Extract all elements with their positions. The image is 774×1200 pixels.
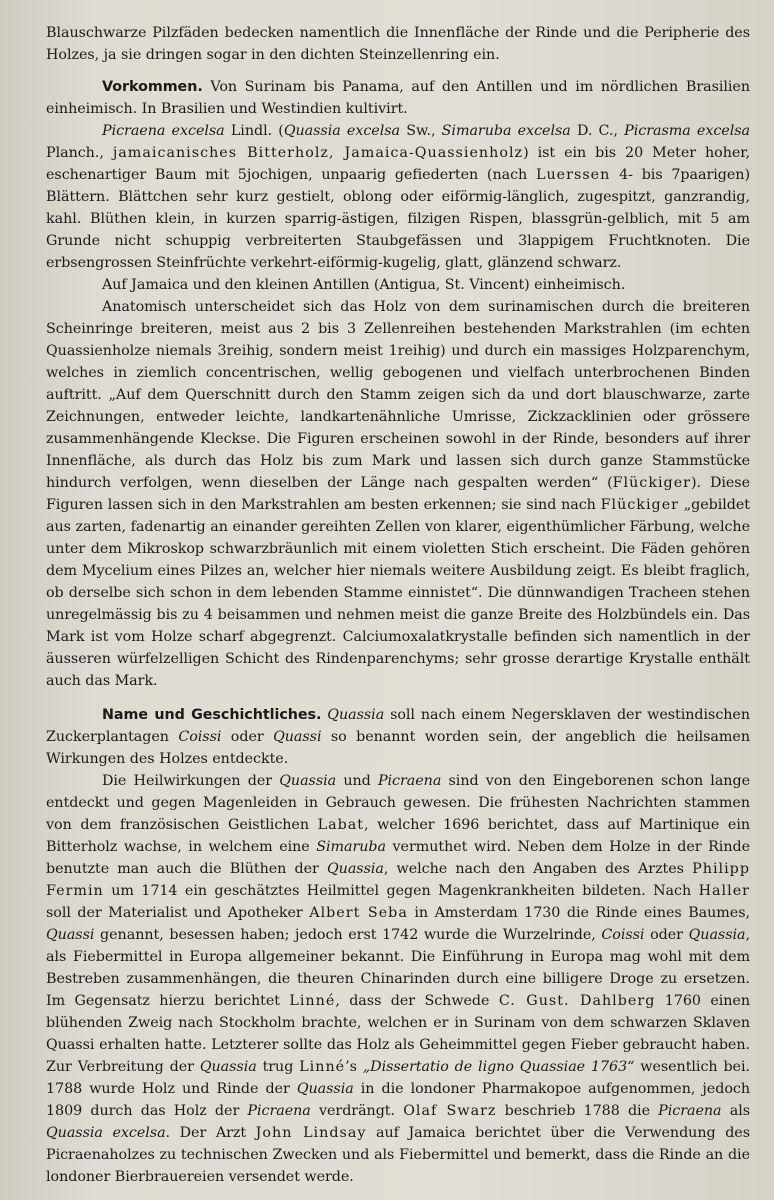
text-run: sind von den Eingeborenen schon lange entdeckt und gegen Magenleiden in Gebrauch gewesen. Die frühesten Nachrichten stammen von dem französischen Geistlichen	[46, 773, 750, 833]
text-run: Blauschwarze Pilzfäden bedecken namentlich die Innenfläche der Rinde und die Peripherie des Holzes, ja sie dringen sogar in den dichten Steinzellenring ein.	[46, 25, 750, 63]
text-run: ’s	[345, 1059, 363, 1075]
paragraph-healing-history	[46, 770, 750, 1188]
italic-term: Quassia excelsa	[283, 123, 401, 139]
text-run: ). Diese Figuren lassen sich in den Markstrahlen am besten erkennen; sie sind nach	[46, 475, 751, 513]
spaced-name: Linné	[299, 1059, 346, 1075]
spaced-name: John Lindsay	[255, 1125, 367, 1141]
spaced-name: Flückiger	[600, 497, 679, 513]
text-run: Auf Jamaica und den kleinen Antillen (Antigua, St. Vincent) einheimisch.	[102, 277, 626, 293]
paragraph-picraena-description	[46, 120, 750, 274]
spaced-name: Luerssen	[535, 167, 611, 183]
italic-term: Picraena	[658, 1103, 722, 1119]
spaced-name: Albert Seba	[309, 905, 408, 921]
text-run: Planch.,	[46, 145, 113, 161]
italic-term: Quassi	[273, 729, 322, 745]
italic-term: Quassia	[327, 861, 384, 877]
paragraph-jamaica-distribution	[46, 274, 750, 296]
italic-term: Picraena	[377, 773, 442, 789]
spaced-name: Flückiger	[612, 475, 691, 491]
paragraph-vorkommen	[46, 76, 750, 120]
text-run: , als Fiebermittel in Europa allgemeiner bekannt. Die Einführung in Europa mag wohl mit dem Bestreben zusammenhängen, die theuren Chinarinden durch eine billigere Droge zu ersetzen. Im Gegensatz hierzu berichtet	[46, 927, 750, 1009]
text-run: Anatomisch unterscheidet sich das Holz von dem surinamischen durch die breiteren Scheinringe breiteren, meist aus 2 bis 3 Zellenreihen bestehenden Markstrahlen (im echten Quassienholze niemals 3reihig, sondern meist 1reihig) und durch ein massiges Holzparenchym, welches in ziemlich concentrischen, wellig gebogenen und vielfach unterbrochenen Binden auftritt. „Auf dem Querschnitt durch den Stamm zeigen sich da und dort blauschwarze, zarte Zeichnungen, entweder leichte, landkartenähnliche Umrisse, Zickzacklinien oder grössere zusammenhängende Kleckse. Die Figuren erscheinen sowohl in der Rinde, besonders auf ihrer Innenfläche, als durch das Holz bis zum Mark und lassen sich durch ganze Stammstücke hindurch verfolgen, wenn dieselben der Länge nach gespalten werden“ (	[46, 299, 750, 491]
text-run: 4- bis 7paarigen) Blättern. Blättchen sehr kurz gestielt, oblong oder eiförmig-länglich, zugespitzt, ganzrandig, kahl. Blüthen klein, in kurzen sparrig-ästigen, filzigen Rispen, blassgrün-gelblich, mit 5 am Grunde nicht schuppig verbreiterten Staubgefässen und 3lappigem Fruchtknoten. Die erbsengrossen Steinfrüchte verkehrt-eiförmig-kugelig, glatt, glänzend schwarz.	[46, 167, 750, 271]
italic-term: Coissi	[601, 927, 645, 943]
italic-term: Quassi	[46, 927, 95, 943]
italic-term: Quassia	[296, 1081, 354, 1097]
spaced-name: Haller	[698, 883, 750, 899]
section-heading: Vorkommen.	[102, 79, 203, 95]
text-run: „gebildet aus zarten, fadenartig an einander gereihten Zellen von klarer, eigenthümlicher Färbung, welche unter dem Mikroskop schwarzbräunlich mit einem violetten Stich erscheint. Die Fäden gehören dem Mycelium eines Pilzes an, welcher hier niemals weitere Ausbildung zeigt. Es bleibt fraglich, ob derselbe sich schon in dem lebenden Stamme einnistet“. Die dünnwandigen Tracheen stehen unregelmässig bis zu 4 beisammen und nehmen meist die ganze Breite des Holzbündels ein. Das Mark ist vom Holze scharf abgegrenzt. Calciumoxalatkrystalle befinden sich namentlich in der äusseren würfelzelligen Schicht des Rindenparenchyms; sehr grosse derartige Krystalle enthält auch das Mark.	[46, 497, 750, 689]
text-run: als	[721, 1103, 751, 1119]
text-run: , welche nach den Angaben des Arztes	[383, 861, 693, 877]
italic-term: Quassia	[279, 773, 337, 789]
text-run: soll der Materialist und Apotheker	[46, 905, 310, 921]
text-run: um 1714 ein geschätztes Heilmittel gegen Magenkrankheiten bildeten. Nach	[103, 883, 699, 899]
text-run: 1760 einen blühenden Zweig nach Stockholm brachte, welchen er in Surinam von dem schwarzen Sklaven Quassi erhalten hatte. Letzterer sollte das Holz als Geheimmittel gegen Fieber gebraucht haben. Zur Verbreitung der	[46, 993, 750, 1075]
text-run: auf Jamaica berichtet über die Verwendung des Picraenaholzes zu technischen Zwecken und als Fiebermittel und bemerkt, dass die Rinde an die londoner Bierbrauereien versendet werde.	[46, 1125, 750, 1185]
text-run: , welcher 1696 berichtet, dass auf Martinique ein Bitterholz wachse, in welchem eine	[46, 817, 750, 855]
italic-term: Quassia excelsa	[46, 1125, 166, 1141]
italic-term: Quassia	[688, 927, 746, 943]
section-heading: Name und Geschichtliches.	[102, 707, 322, 723]
text-run: , dass der Schwede	[335, 993, 499, 1009]
text-run: . Der Arzt	[165, 1125, 256, 1141]
text-run: so benannt worden sein, der angeblich die heilsamen Wirkungen des Holzes entdeckte.	[46, 729, 750, 767]
text-run: D. C.,	[570, 123, 625, 139]
text-run: in Amsterdam 1730 die Rinde eines Baumes,	[407, 905, 750, 921]
italic-term: Simaruba	[316, 839, 386, 855]
text-run: genannt, besessen haben; jedoch erst 1742 wurde die Wurzelrinde,	[94, 927, 602, 943]
text-run: oder	[221, 729, 274, 745]
paragraph-name-history	[46, 704, 750, 770]
spaced-name: Olaf Swarz	[403, 1103, 497, 1119]
italic-term: Quassia	[199, 1059, 257, 1075]
text-run: soll nach einem Negersklaven der westindischen Zuckerplantagen	[46, 707, 751, 745]
text-run: oder	[644, 927, 689, 943]
text-run: Von Surinam bis Panama, auf den Antillen und im nördlichen Brasilien einheimisch. In Brasilien und Westindien kultivirt.	[46, 79, 750, 117]
text-run: Die Heilwirkungen der	[102, 773, 280, 789]
spaced-name: Labat	[317, 817, 365, 833]
paragraph-fungal-threads	[46, 22, 750, 66]
text-run: vermuthet wird. Neben dem Holze in der Rinde benutzte man auch die Blüthen der	[46, 839, 751, 877]
spaced-name: Linné	[289, 993, 336, 1009]
italic-term: „Dissertatio de ligno Quassiae 1763“	[362, 1059, 635, 1075]
spaced-name: Philipp Fermin	[46, 861, 750, 899]
italic-term: Picraena excelsa	[102, 123, 225, 139]
paragraph-anatomy	[46, 296, 750, 692]
italic-term: Picrasma excelsa	[624, 123, 751, 139]
text-run: beschrieb 1788 die	[496, 1103, 659, 1119]
text-run: in die londoner Pharmakopoe aufgenommen, jedoch 1809 durch das Holz der	[46, 1081, 750, 1119]
italic-term: Picraena	[247, 1103, 311, 1119]
spaced-name: C. Gust. Dahlberg	[498, 993, 656, 1009]
text-run: Sw.,	[400, 123, 442, 139]
text-run: verdrängt.	[310, 1103, 404, 1119]
text-run: und	[336, 773, 378, 789]
spaced-name: jamaicanisches Bitterholz, Jamaica-Quassienholz	[112, 145, 524, 161]
italic-term: Coissi	[178, 729, 222, 745]
italic-term: Quassia	[327, 707, 385, 723]
italic-term: Simaruba excelsa	[441, 123, 571, 139]
text-run: Lindl. (	[224, 123, 284, 139]
text-run: trug	[256, 1059, 300, 1075]
text-run: wesentlich bei. 1788 wurde Holz und Rinde der	[46, 1059, 750, 1097]
text-run: ) ist ein bis 20 Meter hoher, eschenartiger Baum mit 5jochigen, unpaarig gefiederten (nach	[46, 145, 750, 183]
